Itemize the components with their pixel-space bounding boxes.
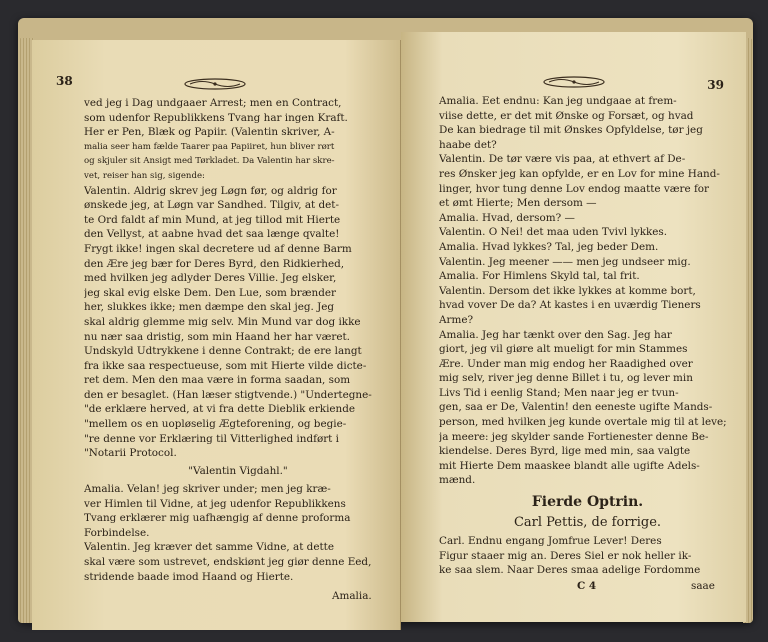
- text-line: linger, hvor tung denne Lov endog maatte være for: [439, 182, 710, 195]
- text-line: Forbindelse.: [84, 526, 150, 539]
- custos-right: saae: [691, 580, 715, 592]
- text-line: Amalia. For Himlens Skyld tal, tal frit.: [439, 270, 640, 283]
- text-line: Amalia. Jeg har tænkt over den Sag. Jeg har: [439, 328, 672, 341]
- open-book: [18, 18, 753, 622]
- left-page-body: [84, 96, 392, 461]
- text-line: Frygt ikke! ingen skal decretere ud af denne Barm: [84, 242, 352, 255]
- signature-mark: C 4: [577, 580, 597, 592]
- text-line: Amalia. Hvad lykkes? Tal, jeg beder Dem.: [439, 240, 659, 253]
- ornament-right: [541, 76, 607, 88]
- text-line: den er besaglet. (Han læser stigtvende.) "Undertegne-: [84, 388, 372, 401]
- text-line: gen, saa er De, Valentin! den eeneste ugifte Mands-: [439, 401, 713, 414]
- text-line: Amalia. Velan! jeg skriver under; men jeg kræ-: [84, 483, 331, 495]
- text-line: Amalia. Hvad, dersom? —: [439, 211, 575, 224]
- ornament-left: [182, 78, 248, 90]
- scene-heading: Fierde Optrin.: [531, 494, 644, 510]
- text-line: "Notarii Protocol.: [84, 447, 177, 460]
- text-line: et ømt Hierte; Men dersom —: [439, 197, 597, 210]
- text-line: Amalia. Eet endnu: Kan jeg undgaae at frem-: [439, 95, 677, 107]
- text-line: "re denne vor Erklæring til Vitterlighed indført i: [84, 432, 339, 445]
- text-line: med hvilken jeg adlyder Deres Villie. Jeg elsker,: [84, 272, 337, 285]
- left-page-body-continued: [84, 482, 392, 584]
- text-line: Carl. Endnu engang Jomfrue Lever! Deres: [439, 535, 662, 547]
- signature-line: "Valentin Vigdahl.": [188, 465, 288, 477]
- text-line: res Ønsker jeg kan opfylde, er en Lov for mine Hand-: [439, 167, 720, 180]
- text-line: Valentin. Jeg meener —— men jeg undseer mig.: [439, 255, 691, 268]
- text-line: person, med hvilken jeg kunde overtale mig til at leve;: [439, 416, 727, 429]
- right-page: [401, 32, 746, 622]
- page-number-left: 38: [56, 74, 73, 88]
- text-line: her, slukkes ikke; men dæmpe den skal jeg. Jeg: [84, 301, 335, 314]
- text-line: som udenfor Republikkens Tvang har ingen Kraft.: [84, 111, 348, 124]
- text-line: malia seer ham fælde Taarer paa Papiiret, hun bliver rørt: [84, 141, 335, 152]
- text-line: og skjuler sit Ansigt med Tørkladet. Da Valentin har skre-: [84, 156, 335, 167]
- text-line: "mellem os en uopløselig Ægteforening, og begie-: [84, 418, 347, 431]
- text-line: giort, jeg vil giøre alt mueligt for min Stammes: [439, 343, 688, 356]
- right-page-body: [439, 94, 736, 488]
- text-line: jeg skal evig elske Dem. Den Lue, som brænder: [84, 286, 336, 299]
- page-number-right: 39: [707, 78, 724, 92]
- text-line: vet, reiser han sig, sigende:: [84, 170, 205, 181]
- text-line: Valentin. Jeg kræver det samme Vidne, at dette: [84, 541, 334, 554]
- text-line: ver Himlen til Vidne, at jeg udenfor Republikkens: [84, 497, 346, 510]
- text-line: ved jeg i Dag undgaaer Arrest; men en Contract,: [84, 97, 342, 109]
- text-line: den Ære jeg bær for Deres Byrd, den Ridkierhed,: [84, 257, 345, 270]
- text-line: skal aldrig glemme mig selv. Min Mund var dog ikke: [84, 315, 361, 328]
- text-line: hvad vover De da? At kastes i en uværdig Tieners: [439, 299, 701, 312]
- text-line: "de erklære herved, at vi fra dette Dieblik erkiende: [84, 403, 356, 416]
- custos-left: Amalia.: [332, 590, 372, 602]
- text-line: mænd.: [439, 474, 476, 487]
- text-line: Ære. Under man mig endog her Raadighed over: [439, 357, 693, 370]
- text-line: Valentin. Aldrig skrev jeg Løgn før, og aldrig for: [84, 184, 337, 197]
- text-line: Tvang erklærer mig uafhængig af denne proforma: [84, 512, 351, 525]
- text-line: ja meere: jeg skylder sande Fortienester denne Be-: [439, 430, 709, 443]
- text-line: Her er Pen, Blæk og Papiir. (Valentin skriver, A-: [84, 126, 335, 139]
- text-line: fra ikke saa respectueuse, som mit Hierte vilde dicte-: [84, 359, 367, 372]
- text-line: Valentin. De tør være vis paa, at ethvert af De-: [439, 153, 686, 166]
- text-line: Figur staaer mig an. Deres Siel er nok heller ik-: [439, 549, 692, 562]
- text-line: Undskyld Udtrykkene i denne Contrakt; de ere langt: [84, 345, 362, 358]
- text-line: nu nær saa dristig, som min Haand her har været.: [84, 330, 350, 343]
- text-line: Valentin. O Nei! det maa uden Tvivl lykkes.: [439, 226, 668, 239]
- text-line: den Vellyst, at aabne hvad det saa længe qvalte!: [84, 228, 340, 241]
- text-line: mit Hierte Dem maaskee blandt alle ugifte Adels-: [439, 459, 700, 472]
- text-line: ønskede jeg, at Løgn var Sandhed. Tilgiv, at det-: [84, 199, 339, 212]
- text-line: mig selv, river jeg denne Billet i tu, og lever min: [439, 372, 693, 385]
- text-line: viise dette, er det mit Ønske og Forsæt, og hvad: [439, 109, 694, 122]
- text-line: De kan biedrage til mit Ønskes Opfyldelse, tør jeg: [439, 124, 703, 137]
- text-line: ke saa slem. Naar Deres smaa adelige Fordomme: [439, 564, 701, 577]
- text-line: te Ord faldt af min Mund, at jeg tillod mit Hierte: [84, 213, 341, 226]
- text-line: Valentin. Dersom det ikke lykkes at komme bort,: [439, 284, 696, 297]
- left-page: [32, 40, 401, 630]
- text-line: kiendelse. Deres Byrd, lige med min, saa valgte: [439, 445, 691, 458]
- text-line: haabe det?: [439, 138, 497, 151]
- scene-characters: Carl Pettis, de forrige.: [513, 515, 662, 530]
- text-line: Livs Tid i eenlig Stand; Men naar jeg er tvun-: [439, 386, 679, 399]
- text-line: stridende baade imod Haand og Hierte.: [84, 570, 294, 583]
- right-page-body-continued: [439, 534, 736, 578]
- text-line: ret dem. Men den maa være in forma saadan, som: [84, 374, 351, 387]
- text-line: skal være som ustrevet, endskiønt jeg giør denne Eed,: [84, 555, 372, 568]
- text-line: Arme?: [439, 313, 474, 326]
